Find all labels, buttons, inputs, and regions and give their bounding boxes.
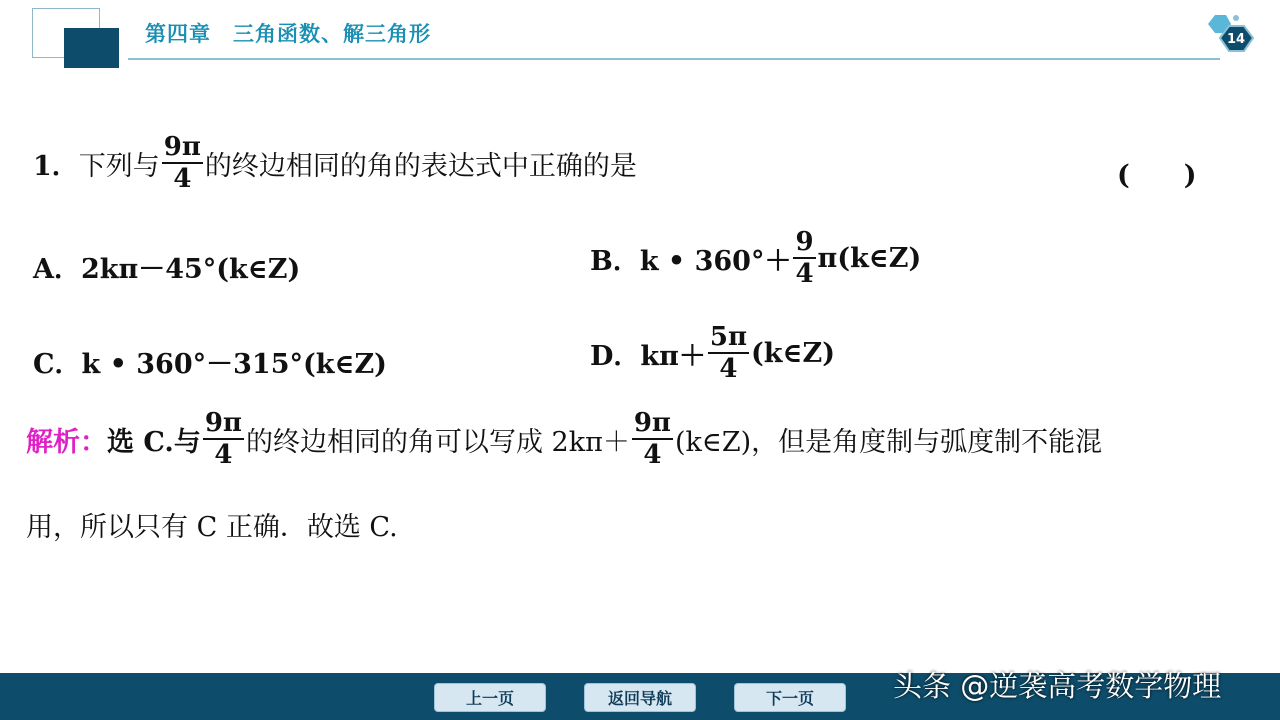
analysis-part-2: 的终边相同的角可以写成 2kπ＋ bbox=[245, 426, 630, 458]
option-b-expr-after: π(k∈Z) bbox=[817, 242, 922, 274]
fraction-numerator: 9π bbox=[204, 408, 242, 438]
option-d-fraction bbox=[708, 324, 749, 382]
option-c-expr: k • 360°－315°(k∈Z) bbox=[81, 349, 387, 380]
page-number-badge bbox=[1198, 10, 1264, 62]
analysis-part-3: (k∈Z)，但是角度制与弧度制不能混 bbox=[674, 426, 1103, 458]
analysis-line-2: 用，所以只有 C 正确．故选 C. bbox=[26, 512, 398, 543]
question-fraction bbox=[162, 134, 203, 192]
dot-icon bbox=[1233, 15, 1239, 21]
option-d-expr-before: kπ＋ bbox=[640, 340, 706, 372]
analysis-line-1 bbox=[26, 410, 1102, 468]
logo-block bbox=[64, 28, 119, 68]
fraction-denominator: 4 bbox=[719, 354, 738, 384]
watermark: 头条 @逆袭高考数学物理 bbox=[893, 669, 1222, 703]
analysis-fraction-2 bbox=[632, 410, 673, 468]
chapter-label: 第四章 bbox=[145, 22, 211, 46]
option-d-label: D． bbox=[590, 340, 641, 372]
question-line bbox=[33, 134, 637, 192]
option-c-label: C． bbox=[33, 349, 82, 380]
analysis-fraction-1 bbox=[203, 410, 244, 468]
option-b[interactable] bbox=[590, 229, 921, 287]
analysis-part-1: 选 C.与 bbox=[107, 426, 201, 458]
option-b-label: B． bbox=[590, 245, 640, 277]
fraction-denominator: 4 bbox=[795, 259, 814, 289]
back-to-nav-button[interactable]: 返回导航 bbox=[584, 683, 696, 712]
fraction-denominator: 4 bbox=[173, 164, 192, 194]
option-b-fraction bbox=[793, 229, 815, 287]
question-text-before: 下列与 bbox=[78, 150, 160, 182]
fraction-numerator: 5π bbox=[709, 322, 748, 352]
question-text-after: 的终边相同的角的表达式中正确的是 bbox=[204, 150, 637, 182]
fraction-numerator: 9 bbox=[795, 227, 814, 257]
option-d[interactable] bbox=[590, 324, 835, 382]
chapter-title: 三角函数、解三角形 bbox=[233, 22, 431, 46]
option-b-expr-before: k • 360°＋ bbox=[639, 245, 792, 277]
header-divider bbox=[128, 58, 1220, 60]
chapter-header bbox=[145, 18, 431, 48]
option-c[interactable] bbox=[33, 342, 387, 381]
answer-bracket: ( ) bbox=[1117, 160, 1197, 191]
prev-page-button[interactable]: 上一页 bbox=[434, 683, 546, 712]
question-number: 1． bbox=[33, 150, 79, 182]
option-a[interactable] bbox=[33, 247, 300, 286]
next-page-button[interactable]: 下一页 bbox=[734, 683, 846, 712]
option-a-label: A． bbox=[33, 254, 81, 285]
option-d-expr-after: (k∈Z) bbox=[751, 337, 835, 369]
fraction-denominator: 4 bbox=[643, 440, 662, 470]
page-number: 14 bbox=[1226, 32, 1246, 47]
fraction-numerator: 9π bbox=[163, 132, 201, 162]
fraction-numerator: 9π bbox=[633, 408, 671, 438]
fraction-denominator: 4 bbox=[214, 440, 233, 470]
analysis-label: 解析： bbox=[26, 426, 107, 458]
option-a-expr: 2kπ－45°(k∈Z) bbox=[80, 254, 301, 285]
